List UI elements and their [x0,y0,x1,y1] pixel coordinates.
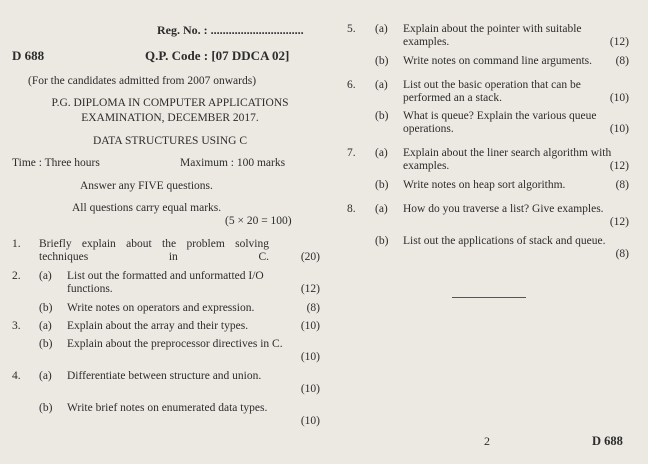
question-number: 5. [347,23,356,35]
question-number: 7. [347,147,356,159]
question-text: Briefly explain about the problem solving techniques in C. [39,238,269,263]
question-text: List out the formatted and unformatted I/O functions. [67,270,264,295]
question-marks: (8) [615,179,629,191]
question-marks: (10) [300,351,320,363]
question-8a [347,203,629,231]
question-text: Differentiate between structure and union. [67,370,262,382]
question-7b [347,179,629,193]
question-number: 2. [12,270,21,282]
instruction-equal-marks: All questions carry equal marks. [72,202,222,214]
question-4a [12,370,320,398]
max-marks: Maximum : 100 marks [180,157,286,169]
sub-label: (b) [39,302,53,314]
question-number: 1. [12,238,21,250]
sub-label: (a) [39,320,52,332]
question-text: Explain about the pointer with suitable examples. [403,23,582,48]
question-2a [12,270,320,298]
sub-label: (a) [375,147,388,159]
question-marks: (10) [609,92,629,104]
question-text: List out the applications of stack and queue. [403,235,606,247]
question-number: 8. [347,203,356,215]
instruction-answer: Answer any FIVE questions. [80,180,213,192]
sub-label: (b) [375,55,389,67]
question-8b [347,235,629,263]
question-text: List out the basic operation that can be performed an a stack. [403,79,581,104]
question-7a [347,147,629,175]
question-number: 4. [12,370,21,382]
sub-label: (b) [375,235,389,247]
sub-label: (a) [375,23,388,35]
question-text: Explain about the preprocessor directives in C. [67,338,283,350]
candidates-note: (For the candidates admitted from 2007 onwards) [28,75,257,87]
question-marks: (8) [306,302,320,314]
question-3b [12,338,320,366]
question-marks: (10) [300,415,320,427]
question-marks: (10) [300,383,320,395]
question-text: Write notes on command line arguments. [403,55,593,67]
question-marks: (12) [609,216,629,228]
question-number: 6. [347,79,356,91]
question-marks: (8) [615,248,629,260]
marks-formula: (5 × 20 = 100) [225,215,292,227]
question-marks: (12) [300,283,320,295]
question-text: Write notes on heap sort algorithm. [403,179,566,191]
question-1 [12,238,320,266]
subject-title: DATA STRUCTURES USING C [92,135,248,147]
qp-code: Q.P. Code : [07 DDCA 02] [145,48,290,63]
question-text: Write notes on operators and expression. [67,302,255,314]
sub-label: (b) [375,179,389,191]
question-4b [12,402,320,430]
page-number: 2 [484,434,490,448]
sub-label: (b) [375,110,389,122]
sub-label: (b) [39,338,53,350]
question-marks: (12) [609,160,629,172]
question-marks: (10) [300,320,320,332]
question-marks: (10) [609,123,629,135]
reg-no: Reg. No. : ............................... [157,23,304,37]
question-text: How do you traverse a list? Give examples. [403,203,604,215]
question-text: Explain about the array and their types. [67,320,249,332]
end-rule [452,297,526,298]
question-text: Explain about the liner search algorithm with examples. [403,147,612,172]
paper-code: D 688 [12,48,45,63]
sub-label: (a) [39,270,52,282]
course-line-2: EXAMINATION, DECEMBER 2017. [81,112,259,124]
question-6a [347,79,629,107]
question-3a [12,320,320,334]
question-marks: (20) [300,251,320,263]
sub-label: (b) [39,402,53,414]
question-2b [12,302,320,316]
course-line-1: P.G. DIPLOMA IN COMPUTER APPLICATIONS [51,97,289,109]
time-allowed: Time : Three hours [12,157,100,169]
question-marks: (12) [609,36,629,48]
question-text: Write brief notes on enumerated data types. [67,402,268,414]
sub-label: (a) [375,79,388,91]
sub-label: (a) [375,203,388,215]
question-6b [347,110,629,138]
question-5a [347,23,629,51]
question-text: What is queue? Explain the various queue operations. [403,110,597,135]
sub-label: (a) [39,370,52,382]
question-5b [347,55,629,69]
question-marks: (8) [615,55,629,67]
footer-paper-code: D 688 [592,434,623,448]
question-number: 3. [12,320,21,332]
